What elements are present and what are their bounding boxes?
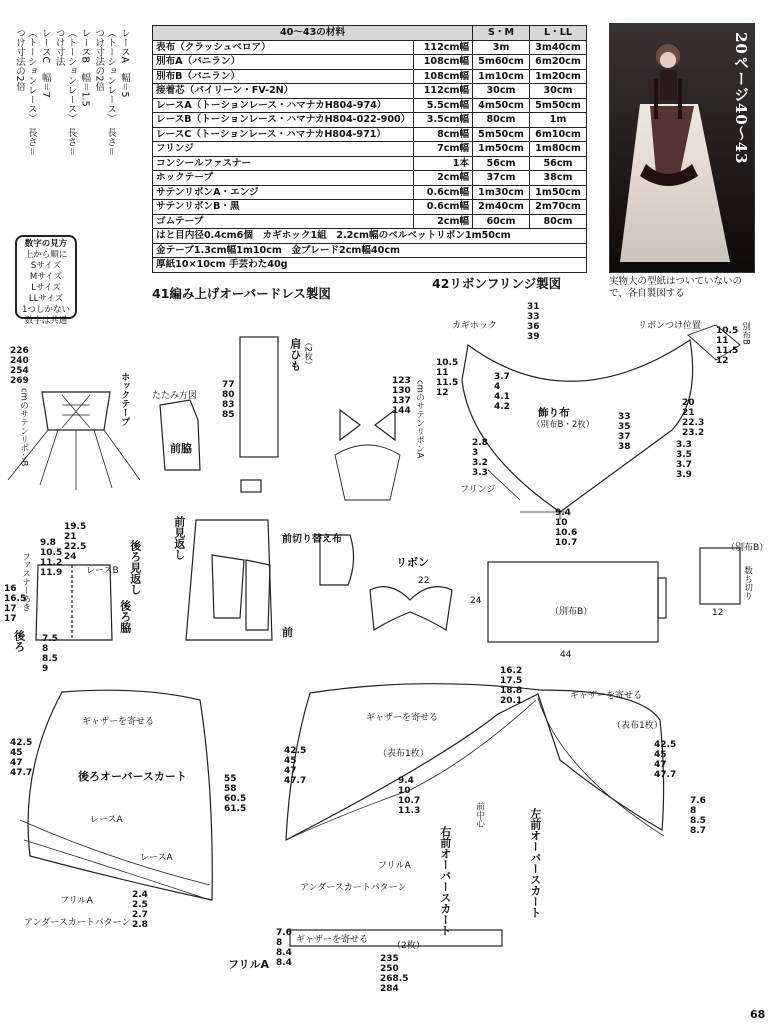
size-value: 45 [284,756,297,766]
materials-title: 40～43の材料 [153,26,473,41]
materials-cell-lll: 1m [530,113,587,128]
over-b-sizes [224,774,246,814]
size-legend-line: LLサイズ [28,294,64,304]
materials-cell-name: サテンリボンB・黒 [153,200,414,215]
materials-cell-width: 0.6cm幅 [414,185,473,200]
left-front-overskirt-label: 左前オーバースカート [528,808,542,918]
size-value: 11.5 [716,346,739,356]
size-value: 10 [555,518,568,528]
fringe-c-sizes [618,412,631,452]
over-a-sizes [10,738,32,778]
size-value: 10.7 [398,796,421,806]
size-value: 35 [618,422,631,432]
size-value: 24 [64,552,77,562]
shoulder-strap-diagram [240,337,278,492]
fringe-g-sizes [555,508,577,548]
bow-ribbon-label: cmのサテンリボンA [414,380,425,459]
materials-cell-width: 112cm幅 [414,84,473,99]
back-facing-label: 後ろ見返し [128,540,142,595]
size-value: 7.6 [276,928,292,938]
size-value: 21 [64,532,77,542]
size-value: 42.5 [654,740,677,750]
materials-cell-sm: 2m40cm [473,200,530,215]
size-value: 11.3 [398,806,421,816]
size-value: 47 [284,766,297,776]
size-legend-line: Mサイズ [29,272,63,282]
front-gather-label: ギャザーを寄せる [366,713,439,723]
size-value: 3.5 [676,450,692,460]
hook-tape-label: ホックテープ [119,372,130,426]
size-value: 47 [654,760,667,770]
ribbon-position-label: リボンつけ位置 [638,321,702,331]
materials-cell-width: 108cm幅 [414,55,473,70]
size-value: 21 [682,408,695,418]
size-value: 10.5 [716,326,739,336]
decor-cloth-sub: （別布B・2枚） [532,420,595,430]
front-underskirt-label: アンダースカートパターン [300,883,407,893]
back-width-sizes [64,522,86,562]
materials-cell-sm: 3m [473,40,530,55]
materials-cell-lll: 6m10cm [530,127,587,142]
materials-cell-width: 7cm幅 [414,142,473,157]
face-one-label-2: （表布1枚） [612,721,663,731]
strap-size: 85 [222,410,235,420]
front-center-label: 前中心 [474,802,485,828]
size-value: 2.8 [132,920,148,930]
back-side-label: 後ろ脇 [118,600,132,633]
size-value: 16.5 [4,594,27,604]
col-sm-header: S・M [473,26,530,41]
size-value: 9.4 [398,776,414,786]
right-front-overskirt-label: 右前オーバースカート [438,826,452,936]
fringe-f-sizes [472,438,488,478]
size-value: 8.5 [690,816,706,826]
ribbon-b-width-value: 12 [712,608,724,618]
size-value: 11 [716,336,729,346]
size-value: 3.3 [472,468,488,478]
front-frill-a-label: フリルA [378,861,411,871]
size-value: 9.8 [40,538,56,548]
materials-cell-width: 0.6cm幅 [414,200,473,215]
materials-cell-sm: 1m50cm [473,142,530,157]
bow-size-list [392,376,411,416]
size-value: 58 [224,784,237,794]
front-right-sizes [654,740,676,780]
size-value: 42.5 [10,738,33,748]
size-value: 22.5 [64,542,87,552]
frill-a-title: フリルA [228,958,270,971]
kagi-hook-label: カギホック [452,321,498,331]
size-value: 17 [4,604,17,614]
size-value: 16.2 [500,666,523,676]
materials-cell-width: 108cm幅 [414,69,473,84]
size-value: 20.1 [500,696,523,706]
frill-length-sizes [380,954,408,994]
size-value: 17.5 [500,676,523,686]
materials-cell-sm: 60cm [473,214,530,229]
fringe-draft-title: 42リボンフリンジ製図 [432,276,562,291]
materials-cell-name: 表布（クラッシュベロア） [153,40,414,55]
back-lace-a-label: レースA [90,815,123,825]
size-value: 235 [380,954,399,964]
size-value: 3.7 [676,460,692,470]
fringe-h-sizes [716,326,738,366]
lace-note: レースA 幅＝5 [119,28,130,98]
size-value: 9.4 [555,508,571,518]
front-side-label: 前脇 [170,442,192,455]
materials-cell-name: サテンリボンA・エンジ [153,185,414,200]
size-value: 23.2 [682,428,705,438]
size-legend-line: 1つしかない [22,305,70,315]
size-value: 8 [690,806,697,816]
materials-cell-name: レースC（トーションレース・ハマナカH804-971） [153,127,414,142]
dress-draft-title: 41編み上げオーバードレス製図 [152,286,331,301]
materials-cell-width: 1本 [414,156,473,171]
materials-cell-lll: 80cm [530,214,587,229]
size-value: 3.2 [472,458,488,468]
size-value: 4 [494,382,501,392]
page-number: 68 [750,1008,766,1021]
size-value: 8.7 [690,826,706,836]
materials-cell-name: 接着芯（パイリーン・FV-2N） [153,84,414,99]
size-value: 55 [224,774,237,784]
materials-cell-name: ホックテープ [153,171,414,186]
materials-cell-lll: 5m50cm [530,98,587,113]
lace-note: レースC 幅＝7 [39,28,51,98]
photo-page-ref: 20ページ40〜43 [732,32,750,165]
size-value: 39 [527,332,540,342]
size-value: 60.5 [224,794,247,804]
materials-cell-width: 3.5cm幅 [414,113,473,128]
materials-cell-sm: 30cm [473,84,530,99]
face-one-label: （表布1枚） [378,749,429,759]
size-value: 47.7 [10,768,33,778]
fringe-d-sizes [682,398,704,438]
materials-note: 金テープ1.3cm幅1m10cm 金ブレード2cm幅40cm [153,243,587,258]
size-value: 2.8 [472,438,488,448]
materials-cell-name: コンシールファスナー [153,156,414,171]
size-value: 8.5 [42,654,58,664]
front-s-sizes [690,796,706,836]
lace-note: （トーションレース） 長さ＝つけ寸法の2倍 [14,28,37,157]
size-value: 8.4 [276,948,292,958]
materials-cell-width: 5.5cm幅 [414,98,473,113]
size-value: 47.7 [654,770,677,780]
size-value: 10.7 [555,538,578,548]
materials-cell-name: 別布A（バニラン） [153,55,414,70]
fold-method-label: たたみ方図 [152,391,198,401]
front-facing-label: 前見返し [172,516,186,560]
size-value: 10.5 [40,548,63,558]
size-value: 12 [436,388,449,398]
size-value: 61.5 [224,804,247,814]
size-legend-line: 数字は共通 [24,316,68,326]
col-lll-header: L・LL [530,26,587,41]
size-value: 8 [276,938,283,948]
bow-size: 137 [392,396,411,406]
size-value: 37 [618,432,631,442]
materials-note: 厚紙10×10cm 手芸わた40g [153,258,587,273]
fabric-b-side-label: 別布B [740,322,751,345]
shoulder-strap-label: 肩ひも [288,338,302,371]
size-value: 9 [42,664,49,674]
size-value: 3.7 [494,372,510,382]
size-value: 19.5 [64,522,87,532]
frill-gather-label: ギャザーを寄せる [296,935,369,945]
materials-cell-lll: 30cm [530,84,587,99]
size-value: 12 [716,356,729,366]
size-value: 284 [380,984,399,994]
size-value: 33 [527,312,540,322]
size-value: 33 [618,412,631,422]
size-value: 11.2 [40,558,63,568]
materials-cell-name: レースA（トーションレース・ハマナカH804-974） [153,98,414,113]
size-value: 3 [472,448,479,458]
zipper-opening-label: ファスナーあき [20,552,31,612]
fringe-a-sizes [436,358,458,398]
decor-cloth-label: 飾り布 [538,407,570,419]
front-cut-cloth-label: 前切り替え布 [282,534,342,545]
size-legend-title: 数字の見方 [24,239,68,249]
strap-size: 80 [222,390,235,400]
ribbon-size-list [10,346,29,386]
back-label: 後ろ [12,630,26,652]
fringe-e-sizes [676,440,692,480]
materials-cell-sm: 5m50cm [473,127,530,142]
back-a-sizes [40,538,62,578]
size-value: 36 [527,322,540,332]
ribbon-size: 240 [10,356,29,366]
materials-cell-width: 112cm幅 [414,40,473,55]
ribbon-size: 226 [10,346,29,356]
size-value: 2.5 [132,900,148,910]
materials-cell-sm: 1m10cm [473,69,530,84]
materials-cell-name: 別布B（バニラン） [153,69,414,84]
ribbon-title: リボン [396,556,429,569]
materials-cell-lll: 6m20cm [530,55,587,70]
ribbon-width-value: 22 [418,576,430,586]
size-value: 8 [42,644,49,654]
strap-size: 83 [222,400,235,410]
size-legend-sub: 上から順に [24,250,68,260]
materials-cell-sm: 37cm [473,171,530,186]
size-value: 11 [436,368,449,378]
size-value: 8.4 [276,958,292,968]
size-value: 10.6 [555,528,578,538]
shoulder-strap-count: （2枚） [302,338,313,369]
size-legend-line: Sサイズ [30,261,62,271]
lace-note: レースB 幅＝1.5 [79,28,91,107]
front-gather-label-2: ギャザーを寄せる [570,691,643,701]
size-value: 31 [527,302,540,312]
size-value: 38 [618,442,631,452]
materials-cell-lll: 1m80cm [530,142,587,157]
size-value: 45 [10,748,23,758]
size-value: 11.9 [40,568,63,578]
over-c-sizes [132,890,148,930]
size-value: 250 [380,964,399,974]
lace-b-label: レースB [86,566,119,576]
strap-size: 77 [222,380,235,390]
size-value: 2.7 [132,910,148,920]
size-value: 2.4 [132,890,148,900]
materials-cell-lll: 1m20cm [530,69,587,84]
size-value: 3.3 [676,440,692,450]
size-value: 4.2 [494,402,510,412]
fringe-label: フリンジ [460,485,496,495]
ribbon-bow-diagram [370,587,452,630]
size-value: 10 [398,786,411,796]
front-bodice-diagram [186,520,272,640]
size-value: 16 [4,584,17,594]
materials-cell-width: 2cm幅 [414,171,473,186]
materials-cell-sm: 56cm [473,156,530,171]
frill-count-label: （2枚） [392,941,425,951]
back-underskirt-label: アンダースカートパターン [24,918,131,928]
front-left-sizes [284,746,306,786]
back-overskirt-title: 後ろオーバースカート [78,770,187,783]
back-gather-label: ギャザーを寄せる [82,717,155,727]
fringe-top-sizes [527,302,540,342]
front-label: 前 [282,626,293,639]
ribbon-height-value: 24 [470,596,482,606]
materials-note: はと目内径0.4cm6個 カギホック1組 2.2cm幅のベルベットリボン1m50cm [153,229,587,244]
materials-cell-lll: 2m70cm [530,200,587,215]
materials-cell-sm: 1m30cm [473,185,530,200]
materials-cell-lll: 56cm [530,156,587,171]
frill-l-sizes [276,928,292,968]
materials-cell-name: レースB（トーションレース・ハマナカH804-022-900） [153,113,414,128]
size-value: 11.5 [436,378,459,388]
fabric-b-a-label: （別布B） [550,607,593,617]
fabric-b-label: （別布B） [726,543,768,553]
count-cut-label: 数ち切り [742,566,753,600]
materials-cell-lll: 3m40cm [530,40,587,55]
size-value: 45 [654,750,667,760]
ribbon-size: 269 [10,376,29,386]
ribbon-length-value: 44 [560,650,572,660]
size-value: 47 [10,758,23,768]
materials-cell-lll: 38cm [530,171,587,186]
materials-cell-name: フリンジ [153,142,414,157]
back-frill-a-label: フリルA [60,896,93,906]
materials-cell-name: ゴムテープ [153,214,414,229]
fold-diagram [160,400,200,470]
size-value: 7.6 [690,796,706,806]
size-value: 20 [682,398,695,408]
lace-note: （トーションレース） 長さ＝つけ寸法 [53,28,77,157]
size-value: 17 [4,614,17,624]
bow-size: 144 [392,406,411,416]
ribbon-size: 254 [10,366,29,376]
bow-size: 130 [392,386,411,396]
size-value: 3.9 [676,470,692,480]
size-value: 4.1 [494,392,510,402]
back-lace-a-label-2: レースA [140,853,173,863]
bow-size: 123 [392,376,411,386]
size-legend-line: Lサイズ [31,283,61,293]
materials-cell-lll: 1m50cm [530,185,587,200]
front-mid-sizes [398,776,420,816]
fringe-b-sizes [494,372,510,412]
materials-cell-sm: 5m60cm [473,55,530,70]
back-c-sizes [42,634,58,674]
materials-cell-width: 2cm幅 [414,214,473,229]
materials-cell-width: 8cm幅 [414,127,473,142]
materials-cell-sm: 80cm [473,113,530,128]
size-value: 10.5 [436,358,459,368]
size-value: 18.8 [500,686,523,696]
size-value: 42.5 [284,746,307,756]
ribbon-b-label: cmのサテンリボンB [18,388,29,467]
photo-caption: 実物大の型紙はついていないので、各自製図する [609,276,743,299]
ribbon-b-rectangle [700,548,740,604]
size-value: 7.5 [42,634,58,644]
size-value: 22.3 [682,418,705,428]
size-value: 268.5 [380,974,409,984]
strap-size-list [222,380,235,420]
front-top-sizes [500,666,522,706]
size-value: 47.7 [284,776,307,786]
ribbon-a-rectangle [488,562,666,642]
lace-note: （トーションレース） 長さ＝つけ寸法の2倍 [93,28,117,157]
bow-sketch [335,410,400,500]
materials-cell-sm: 4m50cm [473,98,530,113]
